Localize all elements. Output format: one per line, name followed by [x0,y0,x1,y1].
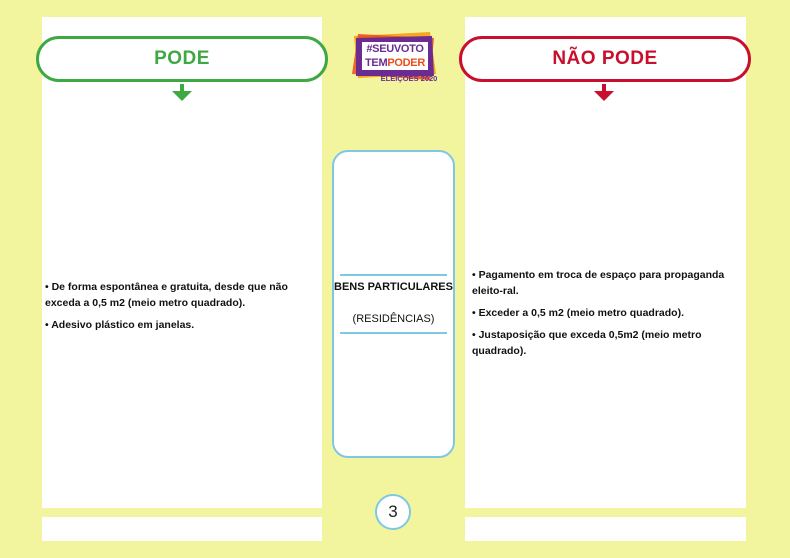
pode-list [45,279,319,339]
arrow-down-icon [172,84,192,102]
list-item: • De forma espontânea e gratuita, desde que não exceda a 0,5 m2 (meio metro quadrado). [45,281,288,309]
logo-year: ELEIÇÕES 2020 [380,74,438,83]
nao-pode-footer-strip [465,517,746,541]
logo-text: TEMPODER [362,56,428,70]
nao-pode-header: NÃO PODE [459,36,751,82]
list-item: • Pagamento em troca de espaço para propaganda eleito-ral. [472,269,725,297]
divider [340,332,447,334]
page-number: 3 [375,494,411,530]
pode-header: PODE [36,36,328,82]
list-item: • Justaposição que exceda 0,5m2 (meio metro quadrado). [472,329,702,357]
pode-footer-strip [42,517,322,541]
arrow-down-icon [594,84,614,102]
category-subtitle: (RESIDÊNCIAS) [352,313,435,325]
divider [340,274,447,276]
list-item: • Exceder a 0,5 m2 (meio metro quadrado). [472,307,684,319]
nao-pode-list [472,267,744,365]
list-item: • Adesivo plástico em janelas. [45,319,195,331]
category-title: BENS PARTICULARES [334,281,453,293]
category-card [332,150,455,458]
seu-voto-tem-poder-logo [350,30,440,88]
logo-text: #SEUVOTO [362,42,428,56]
